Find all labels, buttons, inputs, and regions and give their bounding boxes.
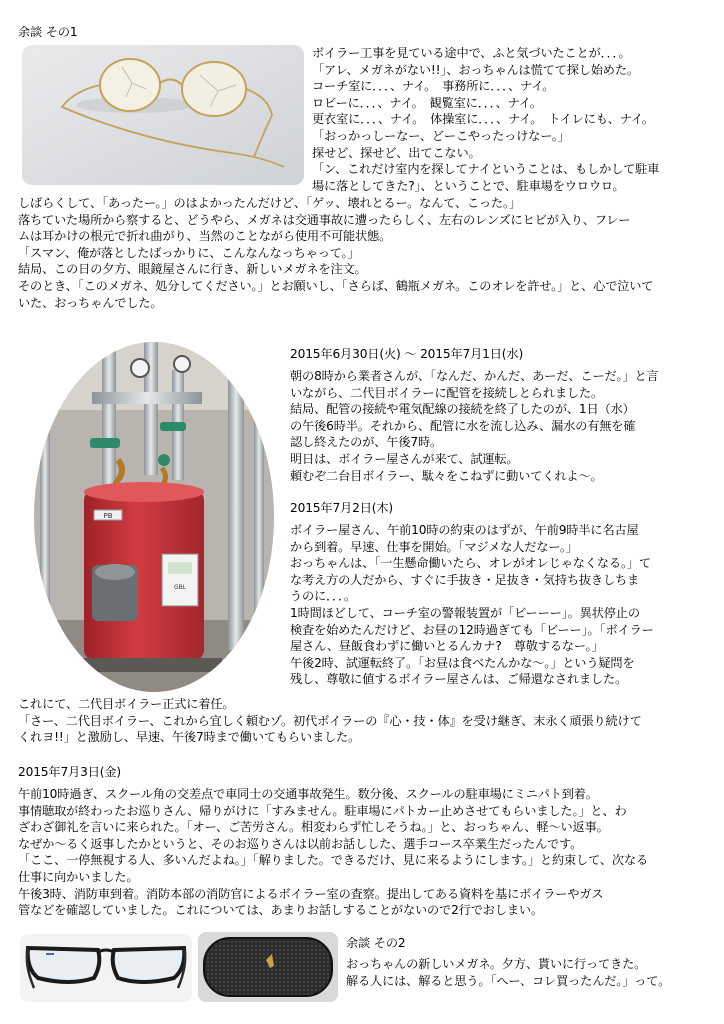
broken-glasses-photo bbox=[22, 45, 304, 185]
entry-0703-date: 2015年7月3日(金) bbox=[18, 765, 121, 779]
text-line: コーチ室に．．．、ナイ。 事務所に．．．、ナイ。 bbox=[312, 79, 555, 94]
text-line: 午後3時、消防車到着。消防本部の消防官によるボイラー室の査察。提出してある資料を基にボイラーやガス bbox=[18, 886, 604, 901]
aside2-body bbox=[346, 956, 670, 989]
text-line: 事情聴取が終わったお巡りさん、帰りがけに「すみません。駐車場にパトカー止めさせてもらいました。」と、わ bbox=[18, 803, 627, 818]
text-line: ムは耳かけの根元で折れ曲がり、当然のことながら使用不可能状態。 bbox=[18, 229, 392, 244]
new-glasses-photo bbox=[20, 934, 192, 1002]
text-line: 1時間ほどして、コーチ室の警報装置が「ビーーー」。異状停止の bbox=[290, 605, 640, 620]
text-line: 落ちていた場所から察すると、どうやら、メガネは交通事故に遭ったらしく、左右のレンズにヒビが入り、フレー bbox=[18, 212, 631, 227]
entry-0702-body bbox=[290, 522, 654, 688]
text-line: 頼むぞ二台目ボイラー、駄々をこねずに動いてくれよ～。 bbox=[290, 468, 603, 483]
entry-0630-date: 2015年6月30日(火) ～ 2015年7月1日(水) bbox=[290, 347, 524, 361]
text-line: なぜか～るく返事したかというと、そのお巡りさんは以前お話しした、選手コース卒業生だったんです。 bbox=[18, 836, 583, 851]
text-line: これにて、二代目ボイラー正式に着任。 bbox=[18, 697, 235, 711]
text-line: いながら、二代目ボイラーに配管を接続しとられました。 bbox=[290, 385, 603, 400]
text-line: 結局、この日の夕方、眼鏡屋さんに行き、新しいメガネを注文。 bbox=[18, 262, 367, 277]
text-line: うのに．．．。 bbox=[290, 589, 356, 604]
text-line: 午前10時過ぎ、スクール角の交差点で車同士の交通事故発生。数分後、スクールの駐車場にミニパト到着。 bbox=[18, 787, 598, 801]
entry-0702-date: 2015年7月2日(木) bbox=[290, 501, 393, 515]
text-line: の午後6時半。それから、配管に水を流し込み、漏水の有無を確 bbox=[290, 418, 636, 433]
text-line: な考え方の人だから、すぐに手抜き・足抜き・気持ち抜きしちま bbox=[290, 572, 640, 587]
text-line: 管などを確認していました。これについては、あまりお話しすることがないので2行でおしまい。 bbox=[18, 903, 543, 918]
entry-0702-full bbox=[18, 696, 642, 746]
text-line: 「ここ、一停無視する人、多いんだよね。」「解りました。できるだけ、見に来るようにします。」と約束して、次なる bbox=[18, 853, 649, 868]
text-line: 朝の8時から業者さんが、「なんだ、かんだ、あーだ、こーだ。」と言 bbox=[290, 369, 659, 383]
text-line: 場に落としてきた?」、ということで、駐車場をウロウロ。 bbox=[312, 178, 625, 193]
text-line: そのとき、「このメガネ、処分してください。」とお願いし、「さらば、鶴瓶メガネ。このオレを許せ。」と、心で泣いて bbox=[18, 278, 654, 293]
text-line: しばらくして、「あったー。」のはよかったんだけど、「ゲッ、壊れとるー。なんて、こった。」 bbox=[18, 196, 521, 210]
glasses-case-icon bbox=[198, 932, 338, 1002]
text-line: 「おっかっしーなー、どーこやったっけなー。」 bbox=[312, 128, 570, 143]
text-line: ボイラー屋さん、午前10時の約束のはずが、午前9時半に名古屋 bbox=[290, 523, 639, 537]
text-line: ボイラー工事を見ている途中で、ふと気づいたことが．．．。 bbox=[312, 46, 631, 60]
text-line: おっちゃんは、「一生懸命働いたら、オレがオレじゃなくなる。」て bbox=[290, 556, 651, 571]
aside1-full-text bbox=[18, 195, 653, 311]
text-line: 残し、尊敬に値するボイラー屋さんは、ご帰還なされました。 bbox=[290, 672, 628, 687]
text-line: 明日は、ボイラー屋さんが来て、試運転。 bbox=[290, 451, 519, 466]
text-line: 午後2時、試運転終了。「お昼は食べたんかな～。」という疑問を bbox=[290, 655, 635, 670]
boiler-photo bbox=[32, 340, 277, 695]
text-line: ざわざ御礼を言いに来られた。「オー、ご苦労さん。相変わらず忙しそうね。」と、おっちゃん、軽～い返事。 bbox=[18, 820, 609, 835]
glasses-icon bbox=[20, 934, 192, 1002]
boiler-icon bbox=[32, 340, 277, 695]
aside2-heading: 余談 その2 bbox=[346, 936, 406, 950]
entry-0703-body bbox=[18, 786, 648, 919]
entry-0630-body bbox=[290, 368, 659, 484]
glasses-case-photo bbox=[198, 932, 338, 1002]
text-line: ロビーに．．．、ナイ。 観覧室に．．．、ナイ。 bbox=[312, 95, 542, 110]
text-line: 解る人には、解ると思う。「へー、コレ買ったんだ。」って。 bbox=[346, 973, 671, 988]
text-line: いた、おっちゃんでした。 bbox=[18, 295, 163, 310]
aside1-right-text bbox=[312, 45, 659, 194]
text-line: くれヨ!!」と激励し、早速、午後7時まで働いてもらいました。 bbox=[18, 730, 361, 745]
aside1-heading: 余談 その1 bbox=[18, 25, 78, 39]
broken-glasses-icon bbox=[22, 45, 304, 185]
text-line: 探せど、探せど、出てこない。 bbox=[312, 145, 481, 160]
text-line: 認し終えたのが、午後7時。 bbox=[290, 435, 443, 450]
text-line: 検査を始めたんだけど、お昼の12時過ぎても「ビーー」。「ボイラー bbox=[290, 622, 654, 637]
text-line: おっちゃんの新しいメガネ。夕方、貰いに行ってきた。 bbox=[346, 957, 647, 971]
text-line: 仕事に向かいました。 bbox=[18, 869, 139, 884]
text-line: 「さー、二代目ボイラー、これから宜しく頼むゾ。初代ボイラーの『心・技・体』を受け継ぎ、末永く頑張り続けて bbox=[18, 713, 642, 728]
text-line: 屋さん、昼飯食わずに働いとるんカナ? 尊敬するなー。」 bbox=[290, 639, 604, 654]
text-line: 「アレ、メガネがない!!」、おっちゃんは慌てて探し始めた。 bbox=[312, 62, 639, 77]
text-line: から到着。早速、仕事を開始。「マジメな人だなー。」 bbox=[290, 539, 578, 554]
text-line: 更衣室に．．．、ナイ。 体操室に．．．、ナイ。 トイレにも、ナイ。 bbox=[312, 112, 654, 127]
text-line: 「スマン、俺が落としたばっかりに、こんなんなっちゃって。」 bbox=[18, 245, 360, 260]
text-line: 「ン、これだけ室内を探してナイということは、もしかして駐車 bbox=[312, 162, 660, 177]
text-line: 結局、配管の接続や電気配線の接続を終了したのが、1日（水） bbox=[290, 402, 635, 417]
